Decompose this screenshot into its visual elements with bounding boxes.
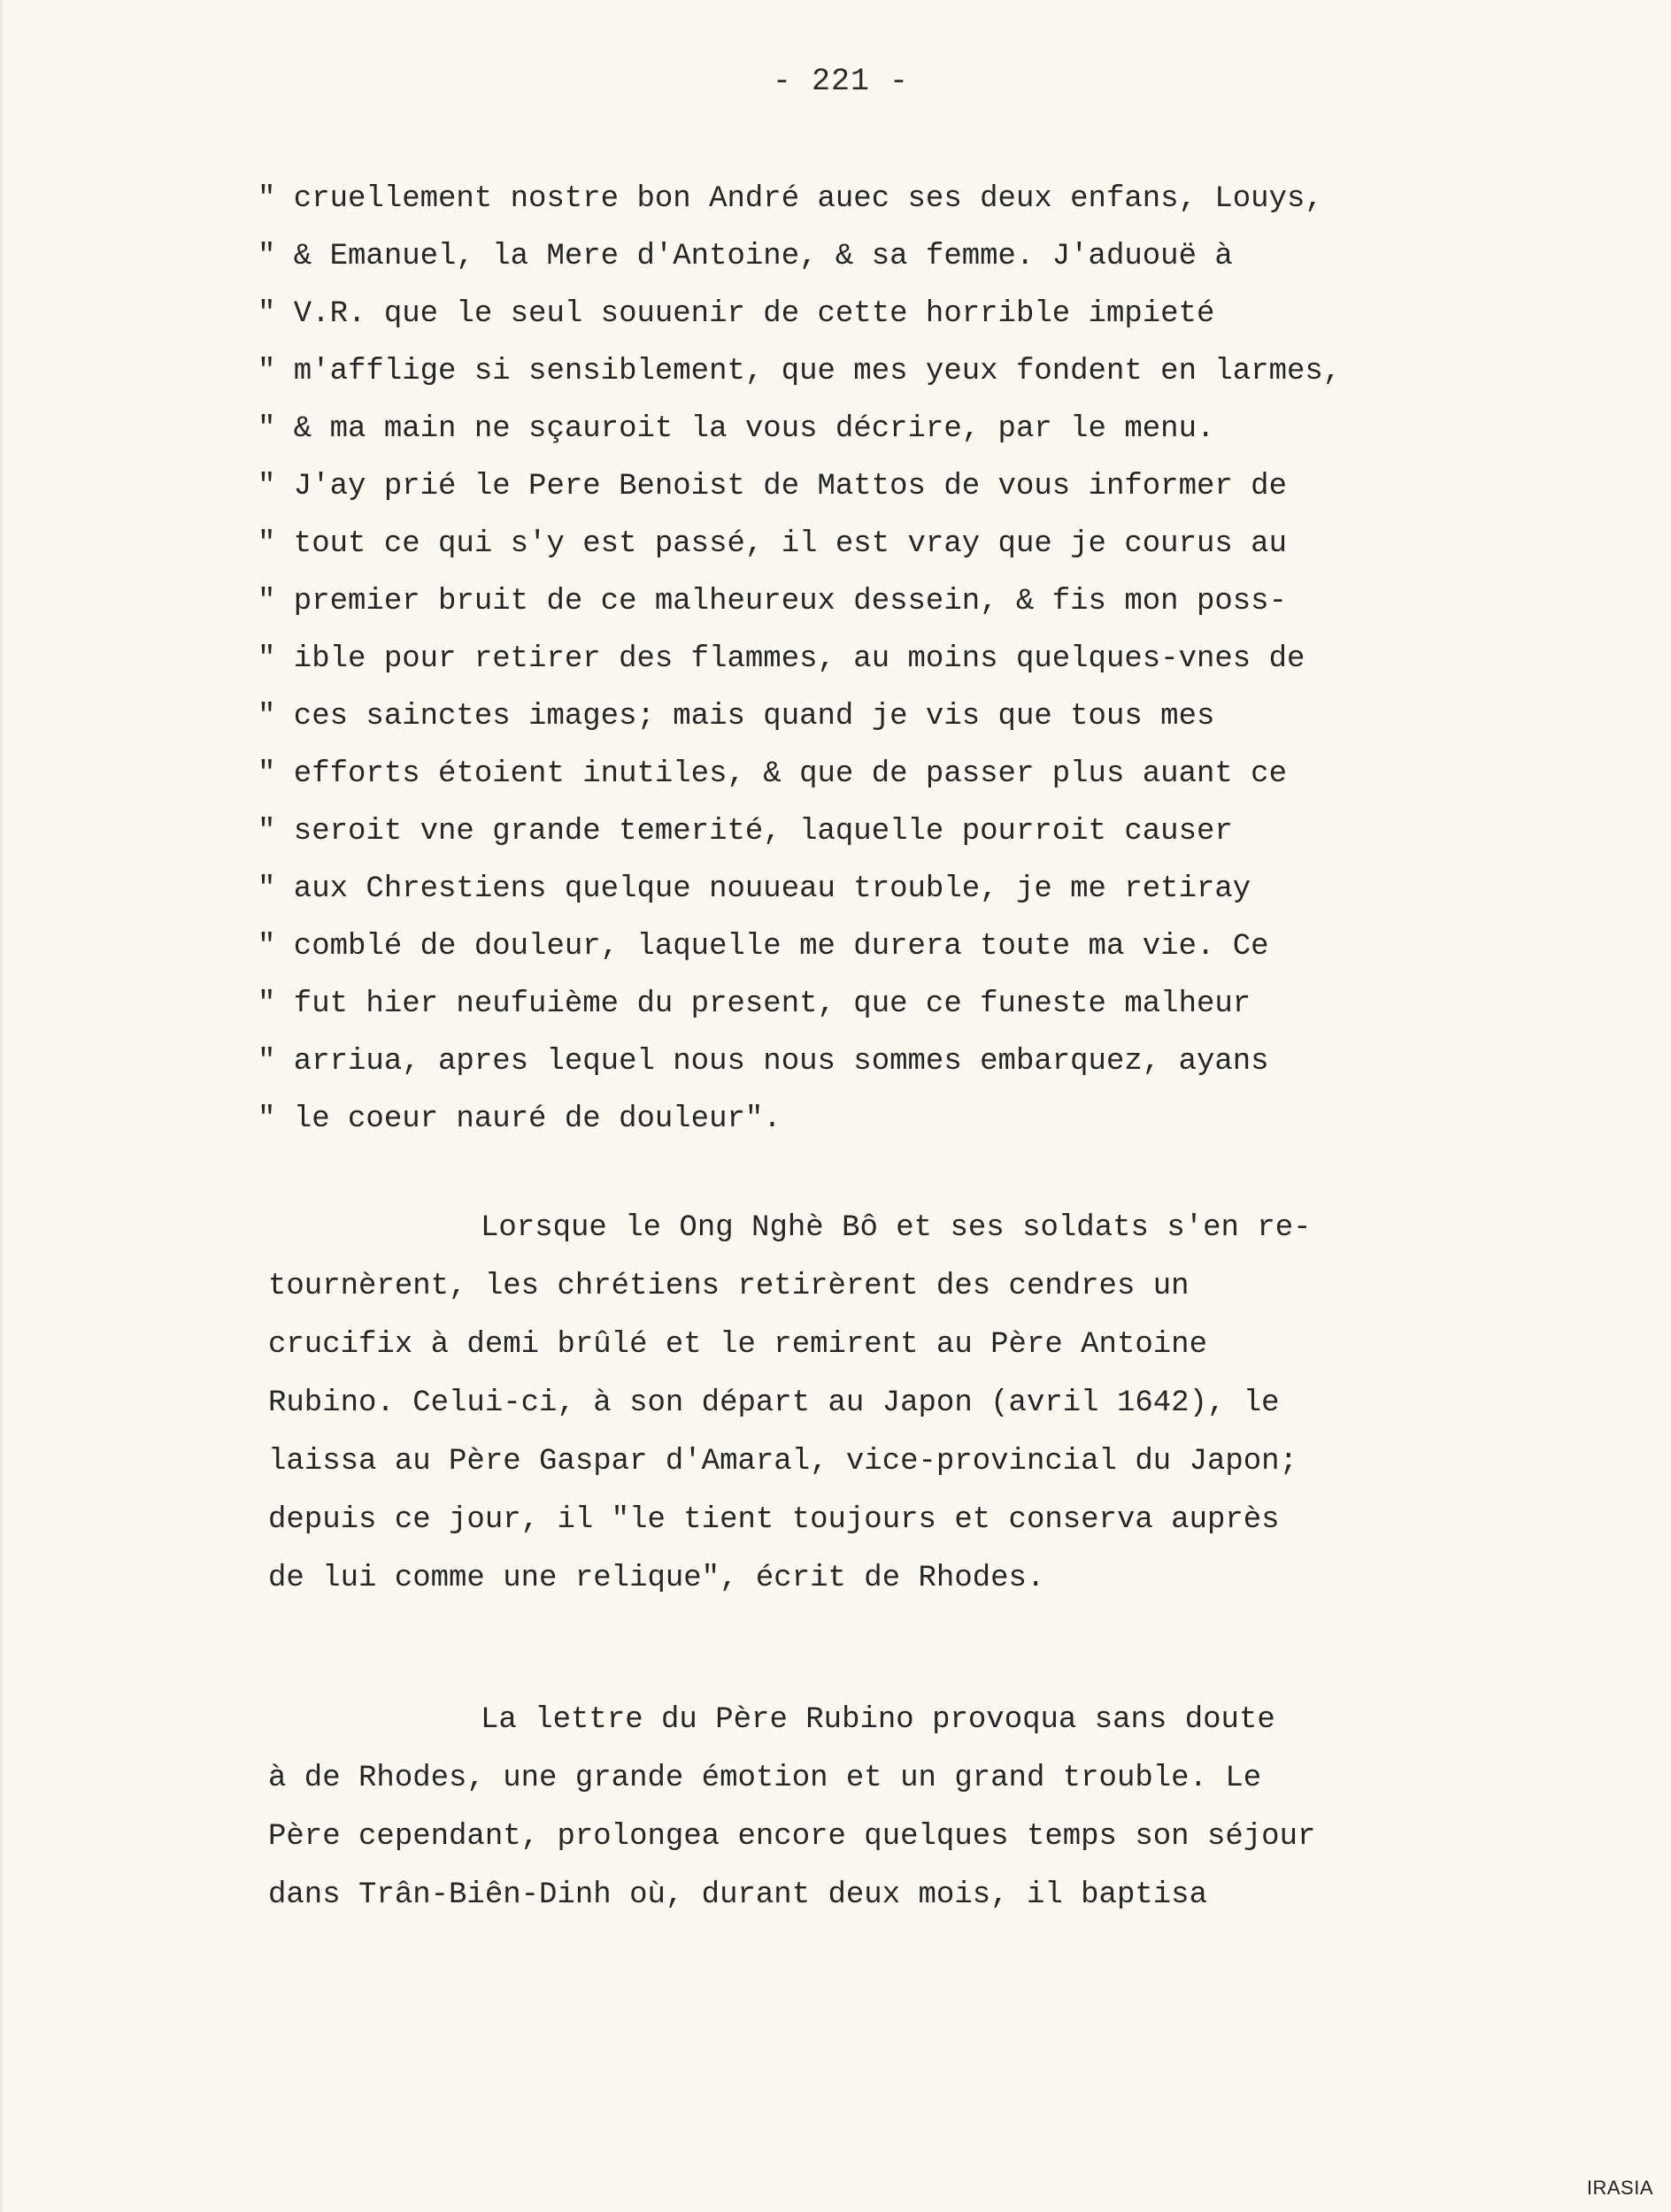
quote-line: " arriua, apres lequel nous nous sommes embarquez, ayans xyxy=(258,1045,1269,1079)
quote-line: " V.R. que le seul souuenir de cette horrible impieté xyxy=(258,297,1215,331)
quote-line: " m'afflige si sensiblement, que mes yeux fondent en larmes, xyxy=(258,355,1342,388)
paragraph-line: Lorsque le Ong Nghè Bô et ses soldats s'en re- xyxy=(481,1211,1312,1245)
page-number: - 221 - xyxy=(773,64,910,99)
quote-line: " fut hier neufuième du present, que ce funeste malheur xyxy=(258,987,1251,1021)
quote-line: " tout ce qui s'y est passé, il est vray que je courus au xyxy=(258,527,1287,561)
quote-line: " & Emanuel, la Mere d'Antoine, & sa femme. J'aduouë à xyxy=(258,240,1233,273)
quote-line: " & ma main ne sçauroit la vous décrire, par le menu. xyxy=(258,412,1215,446)
quote-line: " efforts étoient inutiles, & que de passer plus auant ce xyxy=(258,757,1287,791)
quote-line: " comblé de douleur, laquelle me durera toute ma vie. Ce xyxy=(258,930,1269,964)
paragraph-line: dans Trân-Biên-Dinh où, durant deux mois, il baptisa xyxy=(268,1878,1207,1912)
paragraph-line: Père cependant, prolongea encore quelques temps son séjour xyxy=(268,1820,1316,1854)
paragraph-line: laissa au Père Gaspar d'Amaral, vice-provincial du Japon; xyxy=(268,1445,1298,1479)
paragraph-line: de lui comme une relique", écrit de Rhodes. xyxy=(268,1562,1045,1595)
paragraph-line: à de Rhodes, une grande émotion et un grand trouble. Le xyxy=(268,1762,1262,1795)
paragraph-line: crucifix à demi brûlé et le remirent au Père Antoine xyxy=(268,1328,1207,1362)
quote-line: " ible pour retirer des flammes, au moins quelques-vnes de xyxy=(258,642,1305,676)
quote-line: " J'ay prié le Pere Benoist de Mattos de vous informer de xyxy=(258,470,1287,503)
watermark-label: IRASIA xyxy=(1586,2177,1653,2199)
paragraph-line: Rubino. Celui-ci, à son départ au Japon (avril 1642), le xyxy=(268,1386,1280,1420)
paragraph-line: depuis ce jour, il "le tient toujours et conserva auprès xyxy=(268,1503,1280,1537)
quote-line: " cruellement nostre bon André auec ses deux enfans, Louys, xyxy=(258,182,1323,216)
quote-line: " aux Chrestiens quelque nouueau trouble, je me retiray xyxy=(258,872,1251,906)
quote-line: " ces sainctes images; mais quand je vis que tous mes xyxy=(258,700,1215,733)
paragraph-line: La lettre du Père Rubino provoqua sans doute xyxy=(481,1703,1275,1737)
quote-line: " le coeur nauré de douleur". xyxy=(258,1102,782,1136)
paragraph-line: tournèrent, les chrétiens retirèrent des cendres un xyxy=(268,1270,1190,1303)
quote-line: " seroit vne grande temerité, laquelle pourroit causer xyxy=(258,815,1233,849)
quote-line: " premier bruit de ce malheureux dessein, & fis mon poss- xyxy=(258,585,1287,618)
